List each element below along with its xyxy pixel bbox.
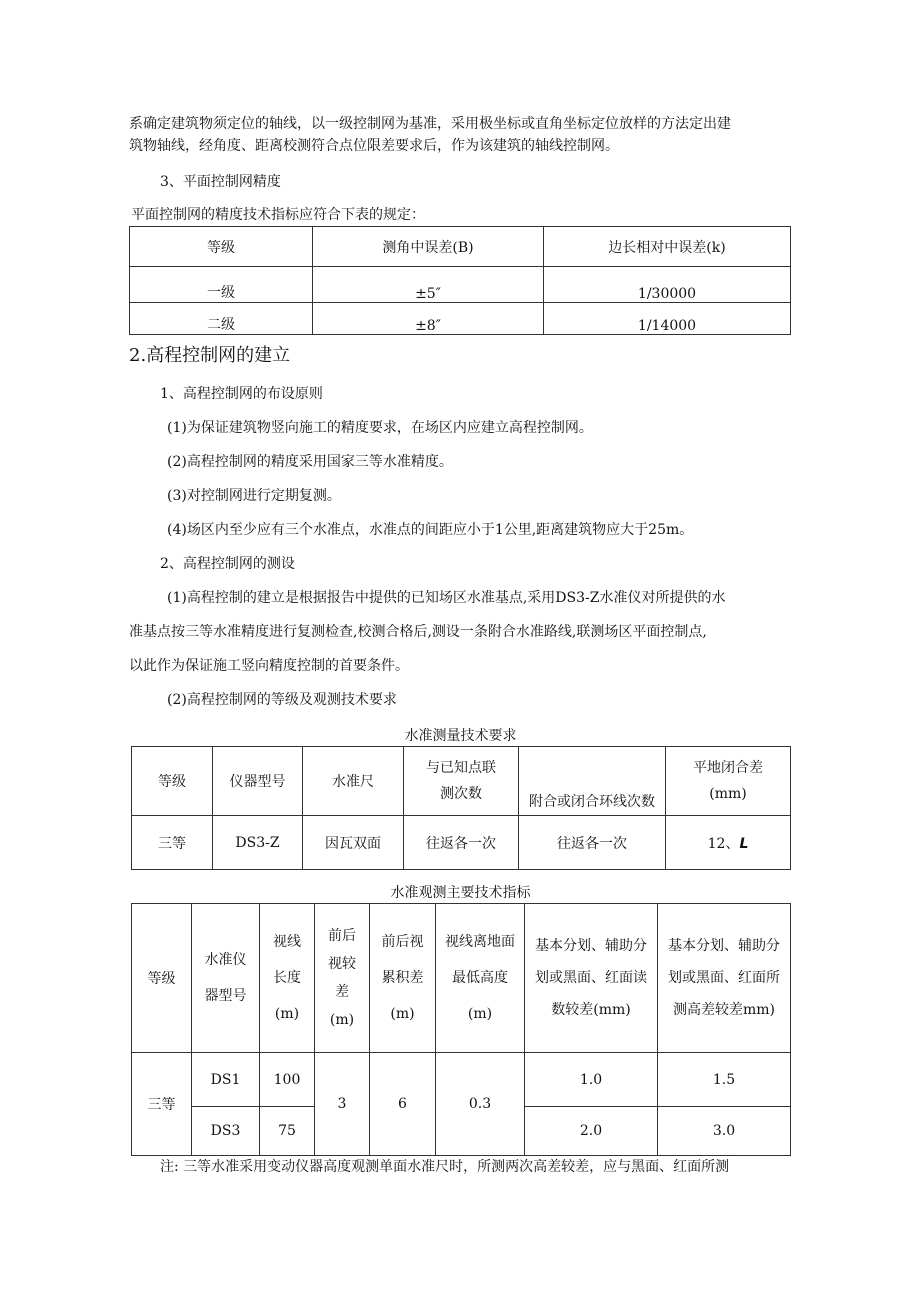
section-3-heading: 3、平面控制网精度 [160,174,281,190]
table-row: 三等 DS1 100 3 6 0.3 1.0 1.5 [132,1053,791,1107]
subsection-2-heading: 2、高程控制网的测设 [160,556,295,572]
table1-header-grade: 等级 [130,227,313,267]
table1-header-angle-error: 测角中误差(B) [313,227,544,267]
table3-header-sight-length: 视线长度(m) [260,904,315,1053]
table3-header-min-height: 视线离地面最低高度(m) [436,904,525,1053]
intro-line-1: 系确定建筑物须定位的轴线，以一级控制网为基准，采用极坐标或直角坐标定位放样的方法定出建 [129,116,731,132]
intro-line-2: 筑物轴线，经角度、距离校测符合点位限差要求后，作为该建筑的轴线控制网。 [129,138,619,154]
subsection-1-heading: 1、高程控制网的布设原则 [160,386,323,402]
table2-header-joint-survey: 与已知点联 测次数 [404,747,519,816]
table3-note: 注: 三等水准采用变动仪器高度观测单面水准尺时，所测两次高差较差，应与黑面、红面所测 [160,1159,730,1175]
table-row: 一级 ±5″ 1/30000 [130,267,791,303]
survey-para-1-line-3: 以此作为保证施工竖向精度控制的首要条件。 [129,658,409,674]
table3-header-fb-cum: 前后视累积差(m) [370,904,436,1053]
table-row: 二级 ±8″ 1/14000 [130,303,791,335]
section-title-elevation: 2.高程控制网的建立 [129,345,291,366]
table3-header-fb-diff: 前后视较差(m) [315,904,370,1053]
principle-item-4: (4)场区内至少应有三个水准点，水准点的间距应小于1公里,距离建筑物应大于25m。 [167,522,694,538]
survey-para-1-line-2: 准基点按三等水准精度进行复测检查,校测合格后,测设一条附合水准路线,联测场区平面控制点, [129,624,707,640]
principle-item-1: (1)为保证建筑物竖向施工的精度要求，在场区内应建立高程控制网。 [167,420,593,436]
table1-header-side-error: 边长相对中误差(k) [544,227,791,267]
table3-header-instrument: 水准仪器型号 [192,904,260,1053]
table2-caption: 水准测量技术要求 [404,728,517,744]
principle-item-2: (2)高程控制网的精度采用国家三等水准精度。 [167,454,453,470]
table3-header-grade: 等级 [132,904,192,1053]
table3-header-height-diff: 基本分划、辅助分划或黑面、红面所测高差较差mm) [658,904,791,1053]
table2-header-grade: 等级 [132,747,213,816]
leveling-indicators-table [131,903,791,1156]
table1-lead: 平面控制网的精度技术指标应符合下表的规定： [131,207,425,223]
table2-header-closure: 平地闭合差 (mm) [666,747,791,816]
table2-header-staff: 水准尺 [303,747,404,816]
table2-header-instrument: 仪器型号 [213,747,303,816]
table-row: DS3 75 2.0 3.0 [132,1107,791,1156]
table3-caption: 水准观测主要技术指标 [390,885,531,901]
plane-control-precision-table [129,226,791,335]
principle-item-3: (3)对控制网进行定期复测。 [167,488,341,504]
table3-header-read-diff: 基本分划、辅助分划或黑面、红面读数较差(mm) [525,904,658,1053]
table2-header-loop-count: 附合或闭合环线次数 [519,747,666,816]
survey-para-1-line-1: (1)高程控制的建立是根据报告中提供的已知场区水准基点,采用DS3-Z水准仪对所提供的水 [167,590,726,606]
survey-para-2: (2)高程控制网的等级及观测技术要求 [167,692,397,708]
leveling-requirements-table [131,746,791,870]
table-row: 三等 DS3-Z 因瓦双面 往返各一次 往返各一次 12、L [132,816,791,870]
